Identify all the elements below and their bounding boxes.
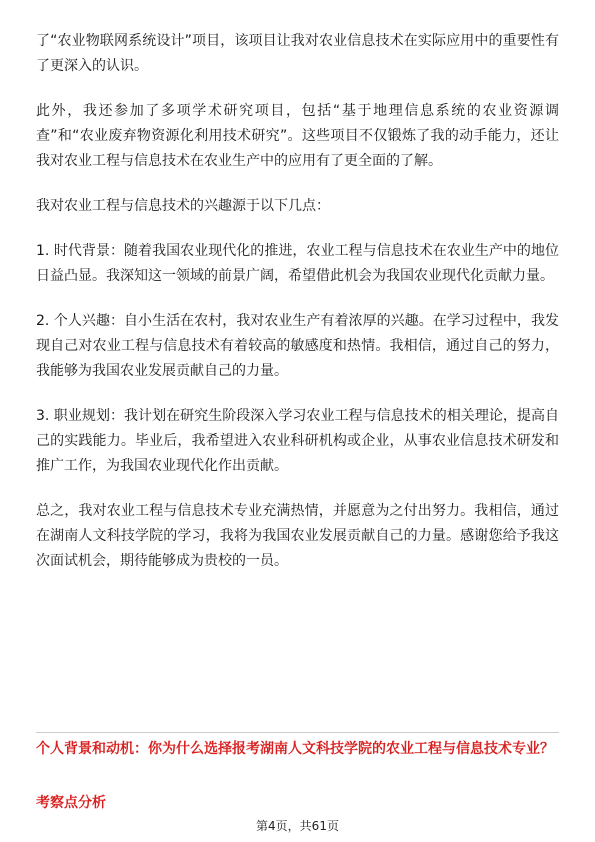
paragraph-project-continuation: 了“农业物联网系统设计”项目，该项目让我对农业信息技术在实际应用中的重要性有了更深入的认识。 xyxy=(36,33,559,74)
section-heading: 考察点分析 xyxy=(36,795,106,811)
document-body xyxy=(36,29,559,574)
paragraph-point-1: 1. 时代背景：随着我国农业现代化的推进，农业工程与信息技术在农业生产中的地位日益凸显。我深知这一领域的前景广阔，希望借此机会为我国农业现代化贡献力量。 xyxy=(36,243,559,284)
paragraph-interest-intro: 我对农业工程与信息技术的兴趣源于以下几点： xyxy=(36,198,330,214)
page-footer: 第4页，共61页 xyxy=(256,819,339,833)
paragraph-research-projects: 此外，我还参加了多项学术研究项目，包括“基于地理信息系统的农业资源调查”和“农业废弃物资源化利用技术研究”。这些项目不仅锻炼了我的动手能力，还让我对农业工程与信息技术在农业生产中的应用有了更全面的了解。 xyxy=(36,103,559,169)
question-heading: 个人背景和动机：你为什么选择报考湖南人文科技学院的农业工程与信息技术专业？ xyxy=(36,741,554,757)
section-divider xyxy=(36,732,559,733)
paragraph-point-2: 2. 个人兴趣：自小生活在农村，我对农业生产有着浓厚的兴趣。在学习过程中，我发现自己对农业工程与信息技术有着较高的敏感度和热情。我相信，通过自己的努力，我能够为我国农业发展贡献自己的力量。 xyxy=(36,313,559,379)
paragraph-point-3: 3. 职业规划：我计划在研究生阶段深入学习农业工程与信息技术的相关理论，提高自己的实践能力。毕业后，我希望进入农业科研机构或企业，从事农业信息技术研发和推广工作，为我国农业现代化作出贡献。 xyxy=(36,408,559,474)
paragraph-conclusion: 总之，我对农业工程与信息技术专业充满热情，并愿意为之付出努力。我相信，通过在湖南人文科技学院的学习，我将为我国农业发展贡献自己的力量。感谢您给予我这次面试机会，期待能够成为贵校的一员。 xyxy=(36,503,559,569)
